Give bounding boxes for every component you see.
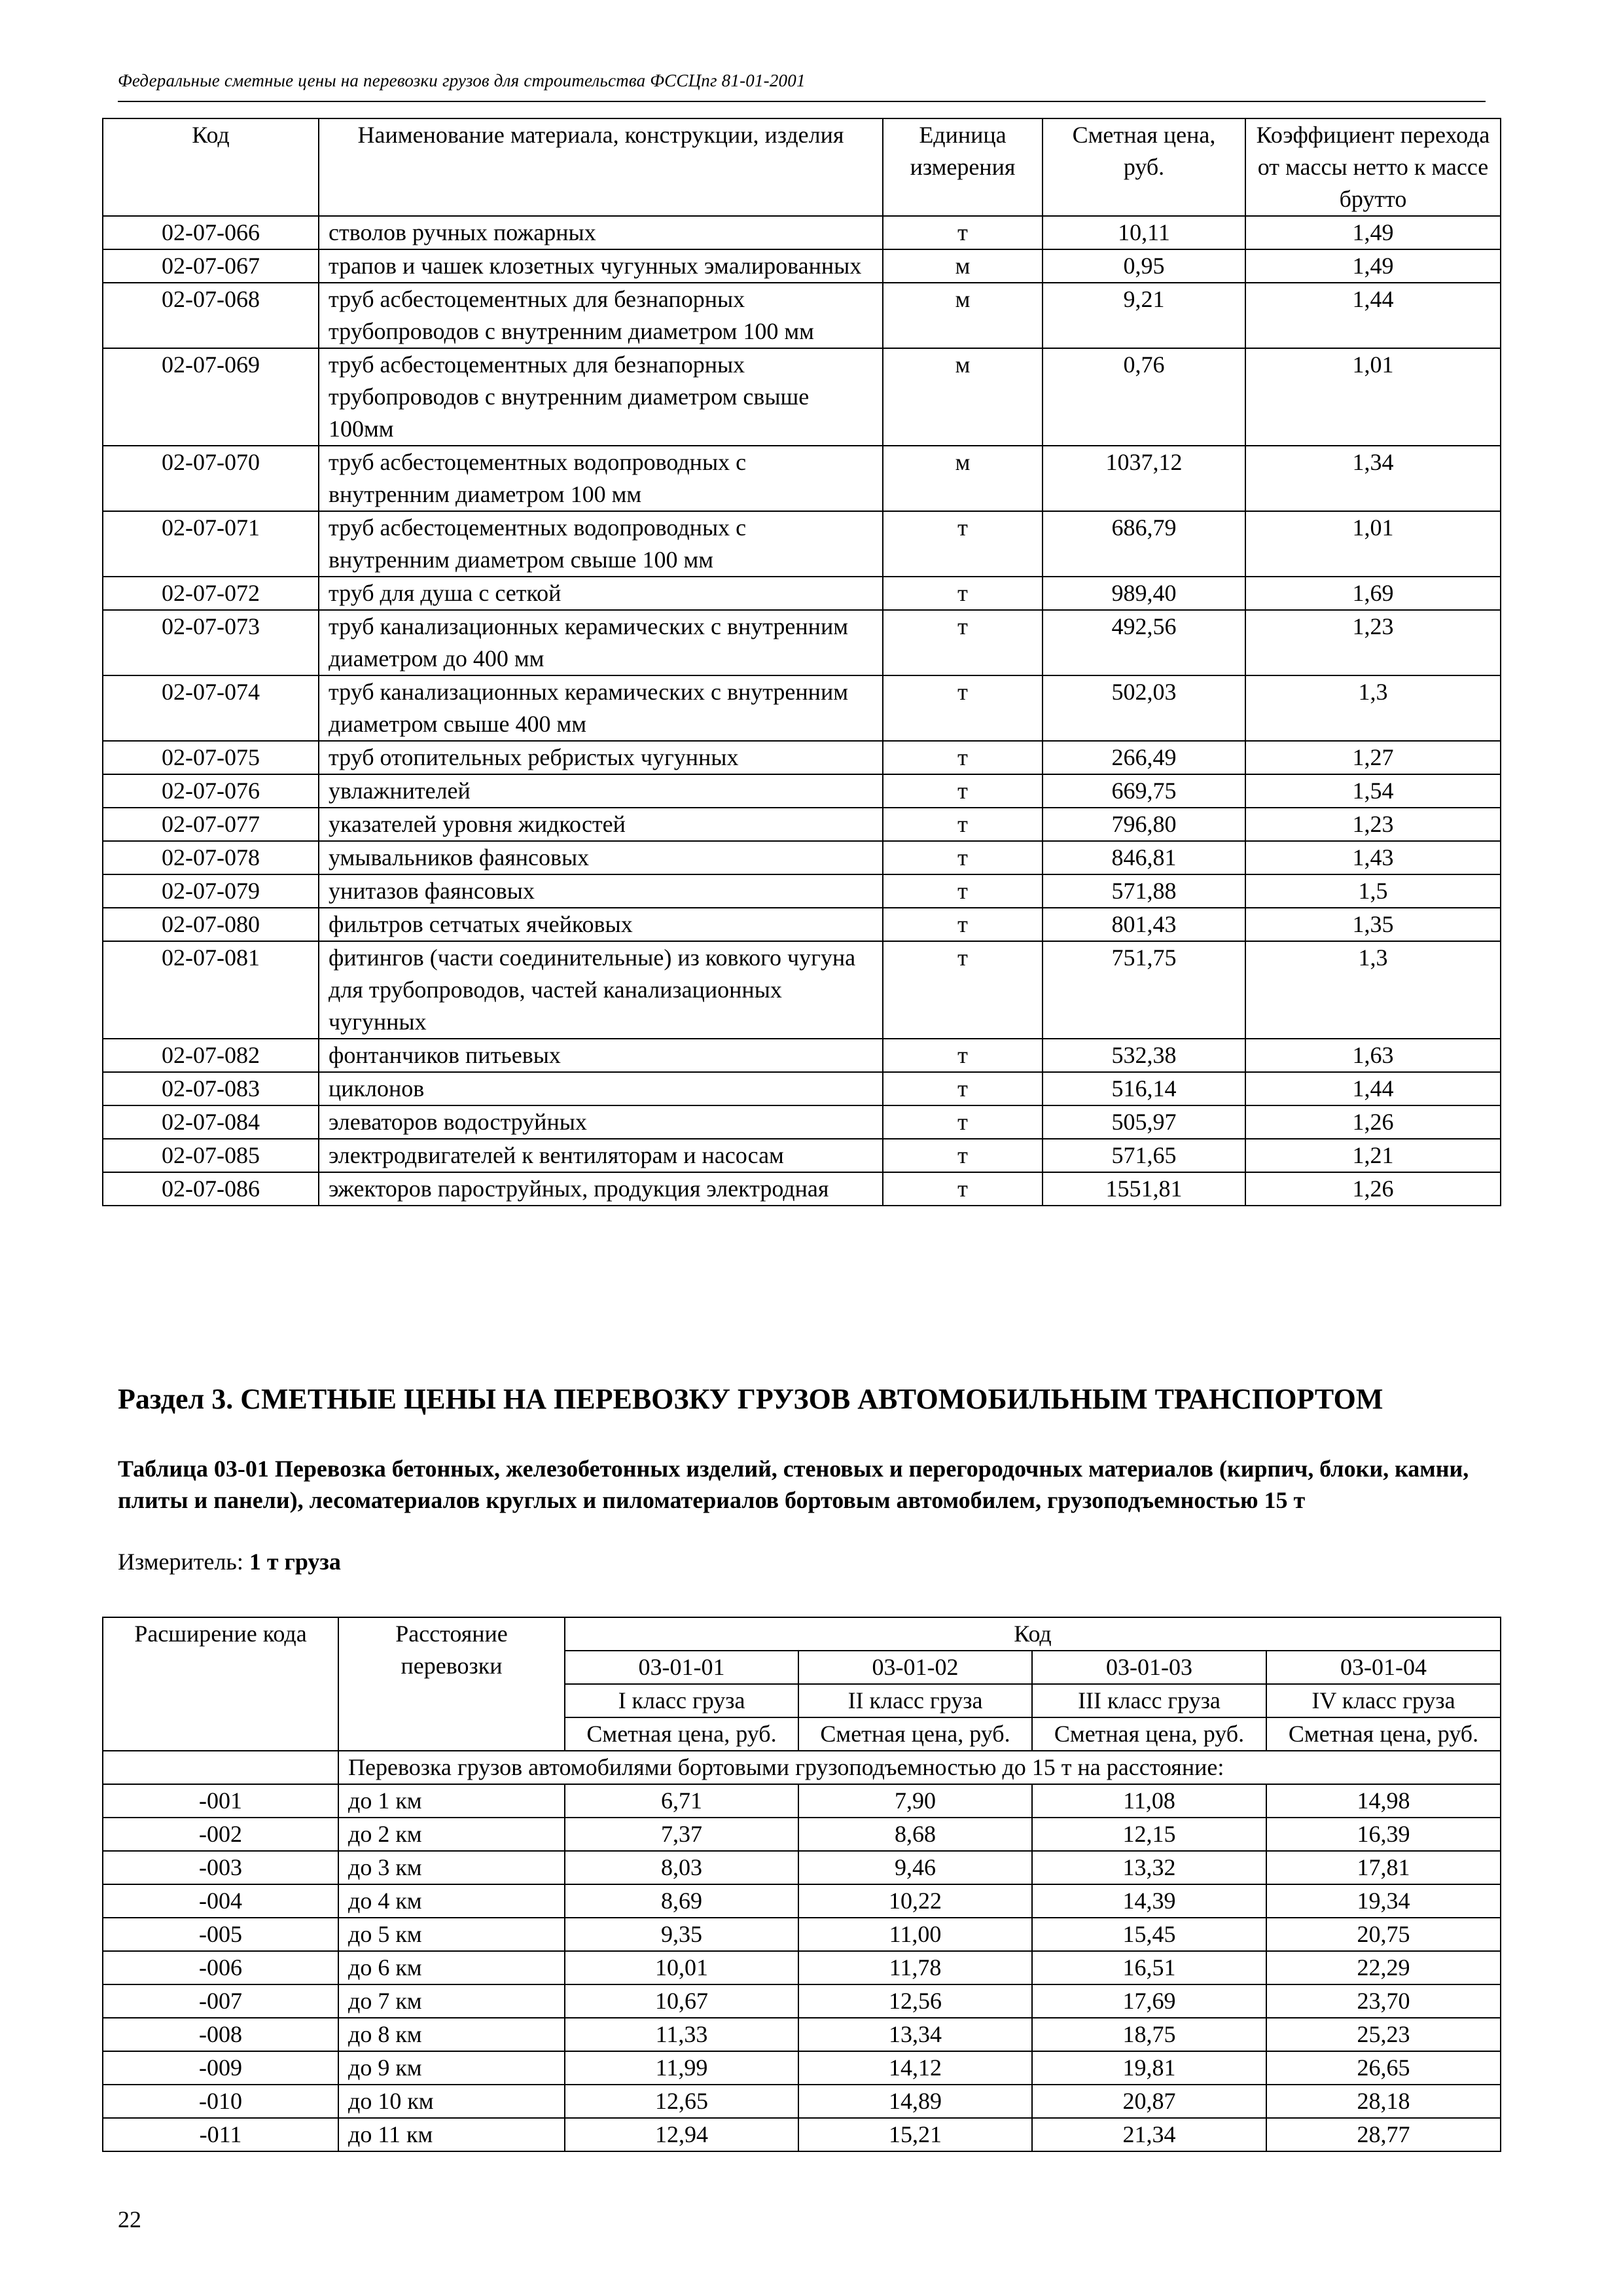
code-header-3: 03-01-03 <box>1032 1651 1266 1684</box>
measure-line <box>118 1546 341 1577</box>
distance: до 6 км <box>338 1951 565 1984</box>
material-name: фонтанчиков питьевых <box>319 1039 883 1072</box>
material-price: 1037,12 <box>1043 446 1245 511</box>
table-row <box>103 1851 1501 1884</box>
price-class-4: 25,23 <box>1266 2018 1501 2051</box>
price-class-1: 11,99 <box>565 2051 798 2085</box>
transport-table-header-row-1 <box>103 1617 1501 1651</box>
distance: до 5 км <box>338 1918 565 1951</box>
price-class-1: 7,37 <box>565 1818 798 1851</box>
material-price: 846,81 <box>1043 841 1245 874</box>
price-class-1: 10,67 <box>565 1984 798 2018</box>
table-row <box>103 446 1501 511</box>
price-class-3: 20,87 <box>1032 2085 1266 2118</box>
measure-label: Измеритель: <box>118 1549 243 1575</box>
material-coefficient: 1,27 <box>1245 741 1501 774</box>
material-coefficient: 1,21 <box>1245 1139 1501 1172</box>
price-class-4: 17,81 <box>1266 1851 1501 1884</box>
material-name: трапов и чашек клозетных чугунных эмалированных <box>319 249 883 283</box>
table-row <box>103 908 1501 941</box>
material-coefficient: 1,26 <box>1245 1105 1501 1139</box>
table-row <box>103 283 1501 348</box>
material-price: 532,38 <box>1043 1039 1245 1072</box>
material-price: 989,40 <box>1043 577 1245 610</box>
material-name: труб отопительных ребристых чугунных <box>319 741 883 774</box>
table-row <box>103 216 1501 249</box>
material-name: электродвигателей к вентиляторам и насосам <box>319 1139 883 1172</box>
material-code: 02-07-083 <box>103 1072 319 1105</box>
price-class-2: 12,56 <box>798 1984 1032 2018</box>
code-extension: -009 <box>103 2051 338 2085</box>
material-code: 02-07-084 <box>103 1105 319 1139</box>
material-unit: т <box>883 511 1043 577</box>
distance: до 3 км <box>338 1851 565 1884</box>
code-extension: -010 <box>103 2085 338 2118</box>
material-unit: т <box>883 216 1043 249</box>
distance: до 8 км <box>338 2018 565 2051</box>
material-unit: т <box>883 675 1043 741</box>
measure-value: 1 т груза <box>249 1549 341 1575</box>
material-coefficient: 1,44 <box>1245 1072 1501 1105</box>
material-code: 02-07-080 <box>103 908 319 941</box>
price-class-2: 15,21 <box>798 2118 1032 2151</box>
price-label-2: Сметная цена, руб. <box>798 1717 1032 1751</box>
price-class-1: 12,94 <box>565 2118 798 2151</box>
material-unit: т <box>883 908 1043 941</box>
material-unit: м <box>883 446 1043 511</box>
material-code: 02-07-077 <box>103 808 319 841</box>
material-coefficient: 1,3 <box>1245 941 1501 1039</box>
distance: до 10 км <box>338 2085 565 2118</box>
material-unit: т <box>883 774 1043 808</box>
material-coefficient: 1,63 <box>1245 1039 1501 1072</box>
material-code: 02-07-071 <box>103 511 319 577</box>
section-title: Раздел 3. СМЕТНЫЕ ЦЕНЫ НА ПЕРЕВОЗКУ ГРУЗОВ АВТОМОБИЛЬНЫМ ТРАНСПОРТОМ <box>118 1383 1383 1415</box>
table-row <box>103 1039 1501 1072</box>
header-rule <box>118 101 1486 102</box>
table-row <box>103 941 1501 1039</box>
table-row <box>103 774 1501 808</box>
price-class-1: 6,71 <box>565 1784 798 1818</box>
table-title: Таблица 03-01 Перевозка бетонных, железобетонных изделий, стеновых и перегородочных материалов (кирпич, блоки, камни, плиты и панели), лесоматериалов круглых и пиломатериалов бортовым автомобилем, грузоподъемностью 15 т <box>118 1456 1469 1513</box>
class-header-2: II класс груза <box>798 1684 1032 1717</box>
material-name: труб для душа с сеткой <box>319 577 883 610</box>
class-header-3: III класс груза <box>1032 1684 1266 1717</box>
material-name: указателей уровня жидкостей <box>319 808 883 841</box>
material-unit: т <box>883 874 1043 908</box>
price-class-2: 14,12 <box>798 2051 1032 2085</box>
table-row <box>103 2018 1501 2051</box>
material-coefficient: 1,43 <box>1245 841 1501 874</box>
table-row <box>103 1172 1501 1206</box>
table-row <box>103 1139 1501 1172</box>
price-class-2: 11,00 <box>798 1918 1032 1951</box>
material-name: увлажнителей <box>319 774 883 808</box>
price-label-3: Сметная цена, руб. <box>1032 1717 1266 1751</box>
table-row <box>103 249 1501 283</box>
material-unit: т <box>883 941 1043 1039</box>
price-label-1: Сметная цена, руб. <box>565 1717 798 1751</box>
material-name: труб асбестоцементных для безнапорных трубопроводов с внутренним диаметром свыше 100мм <box>319 348 883 446</box>
class-header-4: IV класс груза <box>1266 1684 1501 1717</box>
code-extension: -002 <box>103 1818 338 1851</box>
price-class-1: 9,35 <box>565 1918 798 1951</box>
distance: до 1 км <box>338 1784 565 1818</box>
code-header-1: 03-01-01 <box>565 1651 798 1684</box>
materials-table <box>102 118 1501 1206</box>
price-class-1: 11,33 <box>565 2018 798 2051</box>
material-code: 02-07-073 <box>103 610 319 675</box>
material-code: 02-07-076 <box>103 774 319 808</box>
table-row <box>103 1105 1501 1139</box>
material-code: 02-07-082 <box>103 1039 319 1072</box>
price-class-3: 14,39 <box>1032 1884 1266 1918</box>
material-unit: т <box>883 841 1043 874</box>
material-coefficient: 1,5 <box>1245 874 1501 908</box>
price-class-4: 23,70 <box>1266 1984 1501 2018</box>
material-coefficient: 1,26 <box>1245 1172 1501 1206</box>
column-header-ext: Расширение кода <box>103 1617 338 1751</box>
material-price: 801,43 <box>1043 908 1245 941</box>
material-code: 02-07-085 <box>103 1139 319 1172</box>
distance: до 4 км <box>338 1884 565 1918</box>
material-unit: м <box>883 348 1043 446</box>
material-name: труб канализационных керамических с внутренним диаметром до 400 мм <box>319 610 883 675</box>
distance: до 9 км <box>338 2051 565 2085</box>
material-coefficient: 1,01 <box>1245 348 1501 446</box>
material-unit: м <box>883 249 1043 283</box>
table-row <box>103 610 1501 675</box>
price-class-3: 19,81 <box>1032 2051 1266 2085</box>
material-name: труб канализационных керамических с внутренним диаметром свыше 400 мм <box>319 675 883 741</box>
material-code: 02-07-069 <box>103 348 319 446</box>
note-empty-cell <box>103 1751 338 1784</box>
price-class-3: 11,08 <box>1032 1784 1266 1818</box>
material-price: 686,79 <box>1043 511 1245 577</box>
table-row <box>103 741 1501 774</box>
table-row <box>103 1818 1501 1851</box>
material-code: 02-07-074 <box>103 675 319 741</box>
material-price: 10,11 <box>1043 216 1245 249</box>
material-unit: т <box>883 610 1043 675</box>
code-extension: -004 <box>103 1884 338 1918</box>
price-class-2: 11,78 <box>798 1951 1032 1984</box>
column-header-code: Код <box>103 118 319 216</box>
table-row <box>103 577 1501 610</box>
price-class-4: 28,77 <box>1266 2118 1501 2151</box>
material-price: 266,49 <box>1043 741 1245 774</box>
transport-price-table <box>102 1617 1501 2152</box>
material-code: 02-07-075 <box>103 741 319 774</box>
price-class-3: 21,34 <box>1032 2118 1266 2151</box>
material-coefficient: 1,49 <box>1245 216 1501 249</box>
material-price: 571,88 <box>1043 874 1245 908</box>
table-row <box>103 1984 1501 2018</box>
table-row <box>103 675 1501 741</box>
price-class-3: 16,51 <box>1032 1951 1266 1984</box>
material-unit: т <box>883 741 1043 774</box>
distance: до 11 км <box>338 2118 565 2151</box>
material-code: 02-07-068 <box>103 283 319 348</box>
material-name: умывальников фаянсовых <box>319 841 883 874</box>
material-price: 796,80 <box>1043 808 1245 841</box>
material-price: 505,97 <box>1043 1105 1245 1139</box>
price-class-1: 8,69 <box>565 1884 798 1918</box>
price-class-1: 8,03 <box>565 1851 798 1884</box>
table-row <box>103 511 1501 577</box>
price-class-4: 19,34 <box>1266 1884 1501 1918</box>
material-unit: т <box>883 1139 1043 1172</box>
price-class-1: 10,01 <box>565 1951 798 1984</box>
material-name: фитингов (части соединительные) из ковкого чугуна для трубопроводов, частей канализационных чугунных <box>319 941 883 1039</box>
price-class-4: 22,29 <box>1266 1951 1501 1984</box>
price-class-2: 13,34 <box>798 2018 1032 2051</box>
material-name: труб асбестоцементных водопроводных с внутренним диаметром свыше 100 мм <box>319 511 883 577</box>
price-class-1: 12,65 <box>565 2085 798 2118</box>
material-unit: т <box>883 1172 1043 1206</box>
table-row <box>103 874 1501 908</box>
distance: до 7 км <box>338 1984 565 2018</box>
material-name: элеваторов водоструйных <box>319 1105 883 1139</box>
table-row <box>103 841 1501 874</box>
material-price: 516,14 <box>1043 1072 1245 1105</box>
price-class-3: 15,45 <box>1032 1918 1266 1951</box>
material-code: 02-07-079 <box>103 874 319 908</box>
column-header-code-group: Код <box>565 1617 1501 1651</box>
material-price: 492,56 <box>1043 610 1245 675</box>
class-header-1: I класс груза <box>565 1684 798 1717</box>
price-class-3: 17,69 <box>1032 1984 1266 2018</box>
price-label-4: Сметная цена, руб. <box>1266 1717 1501 1751</box>
material-coefficient: 1,01 <box>1245 511 1501 577</box>
material-name: унитазов фаянсовых <box>319 874 883 908</box>
price-class-3: 13,32 <box>1032 1851 1266 1884</box>
material-coefficient: 1,23 <box>1245 808 1501 841</box>
table-row <box>103 2051 1501 2085</box>
page-number: 22 <box>118 2206 141 2233</box>
column-header-distance: Расстояние перевозки <box>338 1617 565 1751</box>
material-code: 02-07-070 <box>103 446 319 511</box>
material-price: 0,95 <box>1043 249 1245 283</box>
material-price: 0,76 <box>1043 348 1245 446</box>
code-extension: -005 <box>103 1918 338 1951</box>
price-class-4: 28,18 <box>1266 2085 1501 2118</box>
code-extension: -003 <box>103 1851 338 1884</box>
code-extension: -011 <box>103 2118 338 2151</box>
material-name: труб асбестоцементных для безнапорных трубопроводов с внутренним диаметром 100 мм <box>319 283 883 348</box>
price-class-4: 26,65 <box>1266 2051 1501 2085</box>
material-unit: т <box>883 1039 1043 1072</box>
column-header-name: Наименование материала, конструкции, изделия <box>319 118 883 216</box>
table-row <box>103 2118 1501 2151</box>
material-coefficient: 1,34 <box>1245 446 1501 511</box>
code-header-2: 03-01-02 <box>798 1651 1032 1684</box>
table-row <box>103 1784 1501 1818</box>
material-coefficient: 1,69 <box>1245 577 1501 610</box>
material-code: 02-07-067 <box>103 249 319 283</box>
table-row <box>103 1072 1501 1105</box>
price-class-2: 10,22 <box>798 1884 1032 1918</box>
material-price: 1551,81 <box>1043 1172 1245 1206</box>
table-row <box>103 1884 1501 1918</box>
material-price: 751,75 <box>1043 941 1245 1039</box>
material-code: 02-07-078 <box>103 841 319 874</box>
material-code: 02-07-072 <box>103 577 319 610</box>
code-extension: -008 <box>103 2018 338 2051</box>
code-extension: -006 <box>103 1951 338 1984</box>
transport-note: Перевозка грузов автомобилями бортовыми грузоподъемностью до 15 т на расстояние: <box>338 1751 1501 1784</box>
material-price: 669,75 <box>1043 774 1245 808</box>
column-header-unit: Единица измерения <box>883 118 1043 216</box>
price-class-3: 12,15 <box>1032 1818 1266 1851</box>
material-coefficient: 1,49 <box>1245 249 1501 283</box>
code-extension: -007 <box>103 1984 338 2018</box>
material-coefficient: 1,3 <box>1245 675 1501 741</box>
material-unit: т <box>883 808 1043 841</box>
material-price: 502,03 <box>1043 675 1245 741</box>
distance: до 2 км <box>338 1818 565 1851</box>
table-row <box>103 1918 1501 1951</box>
code-extension: -001 <box>103 1784 338 1818</box>
material-name: стволов ручных пожарных <box>319 216 883 249</box>
column-header-coef: Коэффициент перехода от массы нетто к массе брутто <box>1245 118 1501 216</box>
table-row <box>103 1951 1501 1984</box>
material-code: 02-07-086 <box>103 1172 319 1206</box>
material-price: 571,65 <box>1043 1139 1245 1172</box>
price-class-2: 7,90 <box>798 1784 1032 1818</box>
material-name: эжекторов пароструйных, продукция электродная <box>319 1172 883 1206</box>
table-row <box>103 2085 1501 2118</box>
price-class-2: 8,68 <box>798 1818 1032 1851</box>
material-coefficient: 1,35 <box>1245 908 1501 941</box>
price-class-4: 16,39 <box>1266 1818 1501 1851</box>
price-class-4: 20,75 <box>1266 1918 1501 1951</box>
running-header: Федеральные сметные цены на перевозки грузов для строительства ФССЦпг 81-01-2001 <box>118 71 806 90</box>
transport-note-row <box>103 1751 1501 1784</box>
material-name: циклонов <box>319 1072 883 1105</box>
material-name: труб асбестоцементных водопроводных с внутренним диаметром 100 мм <box>319 446 883 511</box>
price-class-2: 9,46 <box>798 1851 1032 1884</box>
material-price: 9,21 <box>1043 283 1245 348</box>
materials-table-header <box>103 118 1501 216</box>
price-class-2: 14,89 <box>798 2085 1032 2118</box>
price-class-3: 18,75 <box>1032 2018 1266 2051</box>
material-unit: т <box>883 1105 1043 1139</box>
material-name: фильтров сетчатых ячейковых <box>319 908 883 941</box>
code-header-4: 03-01-04 <box>1266 1651 1501 1684</box>
material-coefficient: 1,54 <box>1245 774 1501 808</box>
material-coefficient: 1,23 <box>1245 610 1501 675</box>
material-code: 02-07-066 <box>103 216 319 249</box>
material-code: 02-07-081 <box>103 941 319 1039</box>
material-unit: т <box>883 577 1043 610</box>
table-row <box>103 348 1501 446</box>
material-unit: т <box>883 1072 1043 1105</box>
price-class-4: 14,98 <box>1266 1784 1501 1818</box>
table-row <box>103 808 1501 841</box>
material-coefficient: 1,44 <box>1245 283 1501 348</box>
column-header-price: Сметная цена, руб. <box>1043 118 1245 216</box>
material-unit: м <box>883 283 1043 348</box>
